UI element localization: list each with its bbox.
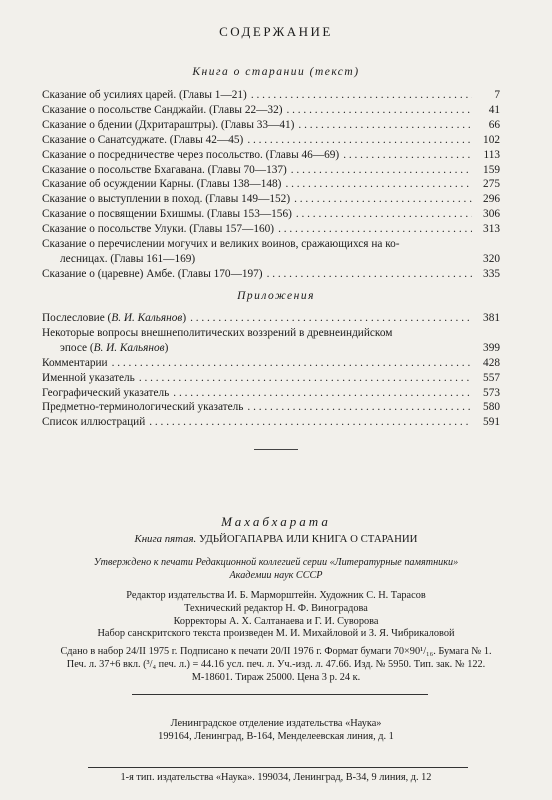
print-info: [0, 646, 552, 684]
toc-entry: [42, 118, 500, 133]
credit-line: Редактор издательства И. Б. Марморштейн. Художник С. Н. Тарасов: [126, 590, 426, 601]
toc-entry-title: Сказание об осуждении Карны. (Главы 138—148): [42, 178, 282, 191]
toc-entry-title: Сказание о посольстве Бхагавана. (Главы 70—137): [42, 163, 287, 176]
toc-entry-page: 580: [483, 401, 500, 414]
toc-entry-page: 41: [488, 103, 500, 116]
toc-entry: [42, 356, 500, 371]
toc-entry: [42, 148, 500, 163]
separator: [88, 767, 468, 768]
toc-entry-page: 113: [483, 148, 500, 161]
toc-entry-page: 335: [483, 267, 500, 280]
toc-entry-title: Комментарии: [42, 356, 108, 369]
toc-entry-page: 102: [483, 133, 500, 146]
toc-entry: [42, 371, 500, 386]
toc-entry-page: 306: [483, 208, 500, 221]
book-title: Махабхарата: [221, 514, 331, 529]
toc-entry-page: 313: [483, 223, 500, 236]
toc-entry-title: Сказание о выступлении в поход. (Главы 149—152): [42, 193, 291, 206]
toc-entry-page: 275: [483, 178, 500, 191]
toc-appendix: [42, 311, 500, 430]
toc-entry-page: 557: [483, 371, 500, 384]
toc-entry-title: Сказание о посредничестве через посольство. (Главы 46—69): [42, 148, 340, 161]
toc-entry: [42, 88, 500, 103]
toc-entry-title: Предметно-терминологический указатель: [42, 401, 244, 414]
appendix-heading: Приложения: [237, 290, 315, 302]
toc-entry: [42, 400, 500, 415]
toc-entry-title: Послесловие (В. И. Кальянов): [42, 312, 187, 324]
toc-entry-title: Некоторые вопросы внешнеполитических воззрений в древнеиндийском: [42, 326, 393, 339]
toc-entry-page: 428: [483, 356, 500, 369]
toc-entry-title: Сказание о (царевне) Амбе. (Главы 170—197): [42, 267, 263, 280]
toc-entry-title: Сказание о перечислении могучих и великих воинов, сражающихся на ко-: [42, 238, 400, 251]
toc-entry: [42, 326, 500, 356]
author: В. И. Кальянов: [93, 341, 165, 354]
toc-entry-page: 399: [483, 341, 500, 354]
toc-entry-title-cont: лесницах. (Главы 161—169): [60, 252, 196, 265]
toc-entry-page: 7: [494, 89, 500, 101]
toc-entry: [42, 133, 500, 148]
toc-entry-title-cont: эпосе (В. И. Кальянов): [60, 341, 169, 354]
publisher-line: 199164, Ленинград, В-164, Менделеевская линия, д. 1: [158, 730, 394, 742]
toc-entry: [42, 415, 500, 430]
toc-entry-page: 381: [483, 312, 500, 324]
print-info-line: Сдано в набор 24/II 1975 г. Подписано к печати 20/II 1976 г. Формат бумаги 70×90¹/₁₆. Бумага № 1.: [60, 646, 492, 657]
credit-line: Корректоры А. Х. Салтанаева и Г. И. Суворова: [173, 615, 379, 627]
credit-line: Набор санскритского текста произведен М. И. Михайловой и З. Я. Чибрикаловой: [97, 628, 455, 640]
toc-entry-title: Сказание о бдении (Дхритараштры). (Главы 33—41): [42, 118, 295, 131]
toc-entry-page: 320: [483, 252, 500, 265]
section-heading-text: Книга о старании (текст): [192, 66, 360, 78]
author: В. И. Кальянов: [111, 312, 183, 324]
divider: [254, 449, 298, 450]
publisher-line: Ленинградское отделение издательства «Наука»: [170, 718, 382, 729]
approval-line: Утверждено к печати Редакционной коллегией серии «Литературные памятники»: [93, 557, 459, 568]
book-subtitle: Книга пятая. УДЬЙОГАПАРВА ИЛИ КНИГА О СТАРАНИИ: [134, 533, 418, 545]
toc-entry-title: Географический указатель: [42, 386, 170, 399]
toc-entry: [42, 222, 500, 237]
toc-entry: [42, 103, 500, 118]
toc-entry: [42, 237, 500, 267]
toc-entry: [42, 192, 500, 207]
toc-entry-page: 66: [488, 118, 500, 131]
print-info-line: Печ. л. 37+6 вкл. (³/₄ печ. л.) = 44.16 усл. печ. л. Уч.-изд. л. 47.66. Изд. № 5950. Тип. зак. № 122.: [66, 658, 486, 670]
toc-entry-page: 573: [483, 386, 500, 399]
toc-entry-title: Именной указатель: [42, 371, 135, 384]
toc-entry: [42, 163, 500, 178]
approval-line: Академии наук СССР: [229, 570, 323, 581]
toc-entry-title: Сказание о Санатсуджате. (Главы 42—45): [42, 133, 244, 146]
credits: [0, 590, 552, 641]
publisher: [0, 718, 552, 744]
toc-entry: [42, 207, 500, 222]
printer-info: 1-я тип. издательства «Наука». 199034, Ленинград, В-34, 9 линия, д. 12: [120, 772, 432, 783]
toc-entry-page: 296: [483, 193, 500, 206]
page-title: СОДЕРЖАНИЕ: [219, 24, 333, 39]
toc-entry-page: 159: [483, 163, 500, 176]
toc-entry: [42, 267, 500, 282]
toc-entry-title: Сказание об усилиях царей. (Главы 1—21): [42, 89, 247, 101]
separator: [132, 694, 428, 695]
toc-entry: [42, 177, 500, 192]
credit-line: Технический редактор Н. Ф. Виноградова: [184, 602, 368, 614]
toc-entry-page: 591: [483, 416, 500, 429]
toc-entry-title: Сказание о посольстве Санджайи. (Главы 22—32): [42, 103, 283, 116]
toc-entry: [42, 386, 500, 401]
toc-entry-title: Сказание о посольстве Улуки. (Главы 157—160): [42, 223, 275, 236]
toc-entry-title: Сказание о посвящении Бхишмы. (Главы 153—156): [42, 208, 292, 221]
print-info-line: М-18601. Тираж 25000. Цена 3 р. 24 к.: [191, 671, 361, 683]
toc-entry: [42, 311, 500, 326]
toc-entry-title: Список иллюстраций: [42, 416, 146, 429]
toc-main: [42, 88, 500, 282]
